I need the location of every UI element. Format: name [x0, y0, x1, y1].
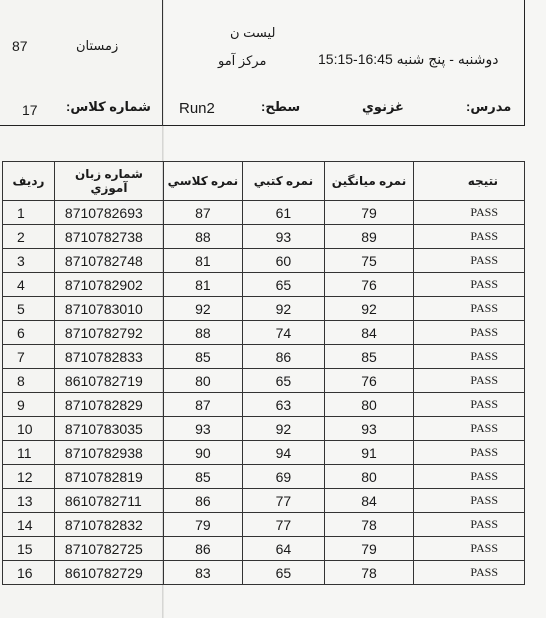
rank-cell: 5 — [3, 297, 55, 321]
student-row — [3, 345, 164, 369]
score-row — [164, 297, 525, 321]
student-id-cell: 8710782832 — [54, 513, 163, 537]
student-id-cell: 8710782748 — [54, 249, 163, 273]
written-score-cell: 92 — [242, 297, 324, 321]
class-number-label: شماره کلاس: — [66, 99, 151, 114]
rank-cell: 8 — [3, 369, 55, 393]
result-cell: PASS — [413, 321, 524, 345]
class-score-cell: 85 — [164, 465, 243, 489]
class-score-cell: 93 — [164, 417, 243, 441]
written-score-cell: 61 — [242, 201, 324, 225]
result-cell: PASS — [413, 249, 524, 273]
column-header-written-score: نمره كتبي — [242, 162, 324, 201]
teacher-name: غزنوي — [362, 99, 404, 114]
term-number: 87 — [12, 38, 28, 54]
average-score-cell: 89 — [325, 225, 414, 249]
average-score-cell: 76 — [325, 273, 414, 297]
class-score-cell: 81 — [164, 273, 243, 297]
student-id-cell: 8710782725 — [54, 537, 163, 561]
column-header-result: نتيجه — [413, 162, 524, 201]
season-label: زمستان — [76, 38, 119, 53]
score-row — [164, 393, 525, 417]
result-cell: PASS — [413, 561, 524, 585]
student-row — [3, 441, 164, 465]
rank-cell: 9 — [3, 393, 55, 417]
rank-cell: 14 — [3, 513, 55, 537]
student-row — [3, 201, 164, 225]
result-cell: PASS — [413, 345, 524, 369]
rank-cell: 3 — [3, 249, 55, 273]
result-cell: PASS — [413, 441, 524, 465]
score-row — [164, 249, 525, 273]
student-row — [3, 369, 164, 393]
student-row — [3, 249, 164, 273]
student-row — [3, 561, 164, 585]
score-row — [164, 513, 525, 537]
class-score-cell: 80 — [164, 369, 243, 393]
student-row — [3, 489, 164, 513]
student-id-cell: 8710782738 — [54, 225, 163, 249]
score-row — [164, 561, 525, 585]
average-score-cell: 75 — [325, 249, 414, 273]
written-score-cell: 65 — [242, 369, 324, 393]
average-score-cell: 91 — [325, 441, 414, 465]
written-score-cell: 69 — [242, 465, 324, 489]
average-score-cell: 78 — [325, 513, 414, 537]
average-score-cell: 76 — [325, 369, 414, 393]
class-score-cell: 88 — [164, 225, 243, 249]
student-id-cell: 8710782693 — [54, 201, 163, 225]
written-score-cell: 77 — [242, 489, 324, 513]
rank-cell: 2 — [3, 225, 55, 249]
score-row — [164, 321, 525, 345]
center-label: مرکز آمو — [218, 53, 267, 68]
student-row — [3, 417, 164, 441]
student-row — [3, 273, 164, 297]
student-id-cell: 8710783010 — [54, 297, 163, 321]
teacher-label: مدرس: — [466, 99, 512, 114]
result-cell: PASS — [413, 297, 524, 321]
student-row — [3, 225, 164, 249]
class-score-cell: 87 — [164, 393, 243, 417]
written-score-cell: 92 — [242, 417, 324, 441]
student-id-cell: 8710782938 — [54, 441, 163, 465]
score-row — [164, 441, 525, 465]
right-table-header-row — [164, 162, 525, 201]
class-score-cell: 90 — [164, 441, 243, 465]
student-id-cell: 8710782819 — [54, 465, 163, 489]
score-row — [164, 369, 525, 393]
scores-table — [163, 161, 525, 585]
column-header-average-score: نمره ميانگين — [325, 162, 414, 201]
average-score-cell: 84 — [325, 489, 414, 513]
score-row — [164, 273, 525, 297]
rank-cell: 12 — [3, 465, 55, 489]
student-row — [3, 393, 164, 417]
result-cell: PASS — [413, 369, 524, 393]
student-id-cell: 8610782711 — [54, 489, 163, 513]
left-table-header-row — [3, 162, 164, 201]
level-label: سطح: — [261, 99, 301, 114]
student-id-cell: 8710782792 — [54, 321, 163, 345]
result-cell: PASS — [413, 201, 524, 225]
column-header-class-score: نمره كلاسي — [164, 162, 243, 201]
average-score-cell: 92 — [325, 297, 414, 321]
column-header-student-id: شماره زبان آموزي — [54, 162, 163, 201]
header-divider — [162, 0, 163, 126]
rank-cell: 6 — [3, 321, 55, 345]
score-row — [164, 345, 525, 369]
written-score-cell: 60 — [242, 249, 324, 273]
written-score-cell: 63 — [242, 393, 324, 417]
rank-cell: 10 — [3, 417, 55, 441]
rank-cell: 11 — [3, 441, 55, 465]
written-score-cell: 86 — [242, 345, 324, 369]
rank-cell: 7 — [3, 345, 55, 369]
average-score-cell: 79 — [325, 201, 414, 225]
class-score-cell: 83 — [164, 561, 243, 585]
score-row — [164, 201, 525, 225]
student-id-cell: 8610782719 — [54, 369, 163, 393]
rank-cell: 15 — [3, 537, 55, 561]
score-row — [164, 225, 525, 249]
student-id-table — [2, 161, 164, 585]
student-row — [3, 465, 164, 489]
average-score-cell: 80 — [325, 393, 414, 417]
written-score-cell: 64 — [242, 537, 324, 561]
score-row — [164, 537, 525, 561]
written-score-cell: 93 — [242, 225, 324, 249]
level-value: Run2 — [179, 100, 215, 117]
average-score-cell: 85 — [325, 345, 414, 369]
written-score-cell: 94 — [242, 441, 324, 465]
written-score-cell: 74 — [242, 321, 324, 345]
list-title: لیست ن — [230, 25, 276, 40]
column-header-rank: رديف — [3, 162, 55, 201]
class-number: 17 — [22, 102, 38, 118]
result-cell: PASS — [413, 489, 524, 513]
student-row — [3, 321, 164, 345]
class-score-cell: 92 — [164, 297, 243, 321]
class-score-cell: 87 — [164, 201, 243, 225]
class-score-cell: 85 — [164, 345, 243, 369]
written-score-cell: 77 — [242, 513, 324, 537]
rank-cell: 13 — [3, 489, 55, 513]
student-id-cell: 8710782902 — [54, 273, 163, 297]
result-cell: PASS — [413, 537, 524, 561]
student-row — [3, 297, 164, 321]
result-cell: PASS — [413, 393, 524, 417]
result-cell: PASS — [413, 273, 524, 297]
student-id-cell: 8710782833 — [54, 345, 163, 369]
result-cell: PASS — [413, 225, 524, 249]
rank-cell: 4 — [3, 273, 55, 297]
average-score-cell: 80 — [325, 465, 414, 489]
average-score-cell: 84 — [325, 321, 414, 345]
rank-cell: 16 — [3, 561, 55, 585]
score-row — [164, 417, 525, 441]
class-score-cell: 88 — [164, 321, 243, 345]
written-score-cell: 65 — [242, 273, 324, 297]
class-score-cell: 79 — [164, 513, 243, 537]
result-cell: PASS — [413, 513, 524, 537]
score-row — [164, 465, 525, 489]
class-schedule: دوشنبه - پنج شنبه 16:45-15:15 — [318, 51, 499, 67]
written-score-cell: 65 — [242, 561, 324, 585]
average-score-cell: 93 — [325, 417, 414, 441]
score-row — [164, 489, 525, 513]
student-id-cell: 8710782829 — [54, 393, 163, 417]
average-score-cell: 78 — [325, 561, 414, 585]
rank-cell: 1 — [3, 201, 55, 225]
class-score-cell: 86 — [164, 537, 243, 561]
result-cell: PASS — [413, 417, 524, 441]
student-row — [3, 537, 164, 561]
result-cell: PASS — [413, 465, 524, 489]
average-score-cell: 79 — [325, 537, 414, 561]
class-score-cell: 81 — [164, 249, 243, 273]
class-score-cell: 86 — [164, 489, 243, 513]
student-row — [3, 513, 164, 537]
student-id-cell: 8610782729 — [54, 561, 163, 585]
student-id-cell: 8710783035 — [54, 417, 163, 441]
